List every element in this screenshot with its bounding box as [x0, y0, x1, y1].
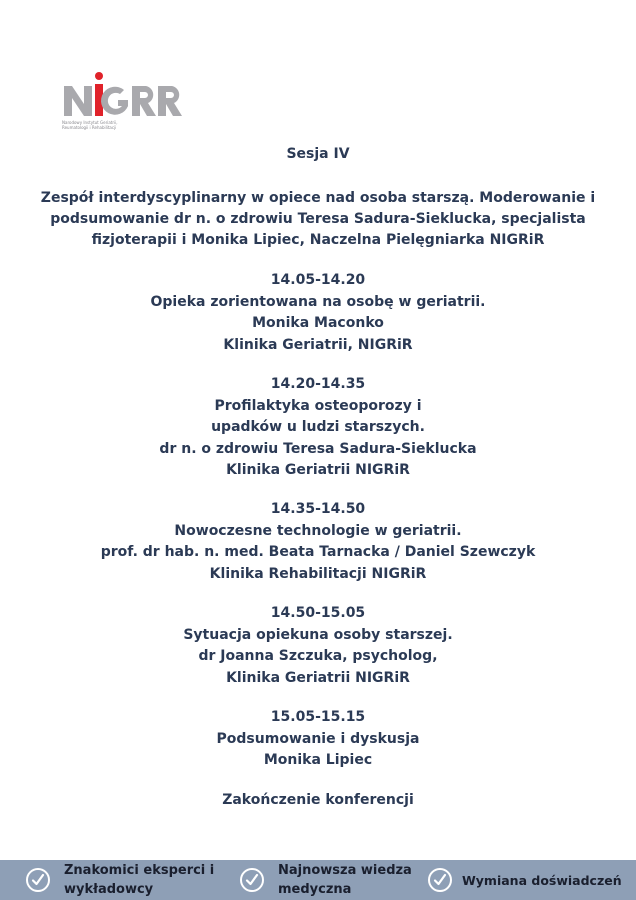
logo-tagline-1: Narodowy Instytut Geriatrii, — [62, 120, 118, 125]
feature-label-line: wykładowcy — [64, 882, 154, 897]
talk-speaker: dr n. o zdrowiu Teresa Sadura-Sieklucka — [159, 440, 477, 457]
feature-label-line: Najnowsza wiedza — [278, 863, 412, 878]
talk-title: Opieka zorientowana na osobę w geriatrii. — [150, 293, 486, 310]
talk-title: Podsumowanie i dyskusja — [216, 730, 420, 747]
talk-speaker: dr Joanna Szczuka, psycholog, — [198, 648, 438, 664]
talk-affiliation: Klinika Geriatrii, NIGRiR — [223, 336, 413, 353]
talk-affiliation: Klinika Geriatrii NIGRiR — [226, 669, 410, 686]
feature-knowledge — [240, 860, 412, 900]
feature-exchange — [428, 860, 622, 900]
nigrr-logo — [62, 70, 187, 150]
talk-title: Sytuacja opiekuna osoby starszej. — [183, 626, 453, 643]
feature-label-line: Znakomici eksperci i — [64, 863, 215, 878]
talk-block — [40, 603, 596, 689]
talk-affiliation: Klinika Geriatrii NIGRiR — [226, 462, 410, 478]
closing-text: Zakończenie konferencji — [222, 792, 414, 808]
check-circle-icon — [240, 868, 264, 892]
talk-speaker: prof. dr hab. n. med. Beata Tarnacka / Daniel Szewczyk — [100, 544, 536, 560]
intro-line: podsumowanie dr n. o zdrowiu Teresa Sadura-Sieklucka, specjalista — [50, 211, 586, 227]
talk-title: Profilaktyka osteoporozy i — [214, 397, 422, 414]
intro-line: fizjoterapii i Monika Lipiec, Naczelna Pielęgniarka NIGRiR — [91, 232, 545, 248]
talk-title: Nowoczesne technologie w geriatrii. — [174, 522, 462, 539]
feature-label — [278, 861, 412, 899]
feature-experts — [26, 860, 214, 900]
session-intro — [40, 188, 596, 251]
talk-affiliation: Klinika Rehabilitacji NIGRiR — [209, 565, 427, 582]
talk-block — [40, 374, 596, 482]
talk-time: 14.20-14.35 — [270, 376, 366, 392]
feature-label-line: medyczna — [278, 882, 352, 897]
talk-time: 15.05-15.15 — [270, 709, 366, 725]
talk-speaker: Monika Maconko — [252, 315, 384, 331]
talk-time: 14.35-14.50 — [270, 501, 366, 517]
feature-label — [64, 861, 214, 899]
logo-tagline-2: Reumatologii i Rehabilitacji — [62, 125, 117, 130]
talk-title: upadków u ludzi starszych. — [211, 419, 425, 435]
check-circle-icon — [428, 868, 452, 892]
session-title: Sesja IV — [286, 146, 350, 162]
talk-speaker: Monika Lipiec — [263, 752, 373, 768]
talk-block — [40, 499, 596, 585]
feature-label-line: Wymiana doświadczeń — [462, 872, 622, 888]
talk-time: 14.05-14.20 — [270, 272, 366, 288]
feature-label — [462, 871, 622, 890]
talk-block — [40, 707, 596, 772]
nigrr-logo-mark — [62, 70, 187, 150]
intro-line: Zespół interdyscyplinarny w opiece nad osoba starszą. Moderowanie i — [40, 190, 596, 206]
check-circle-icon — [26, 868, 50, 892]
footer-bar — [0, 860, 636, 900]
talk-block — [40, 270, 596, 356]
talk-time: 14.50-15.05 — [270, 605, 366, 621]
